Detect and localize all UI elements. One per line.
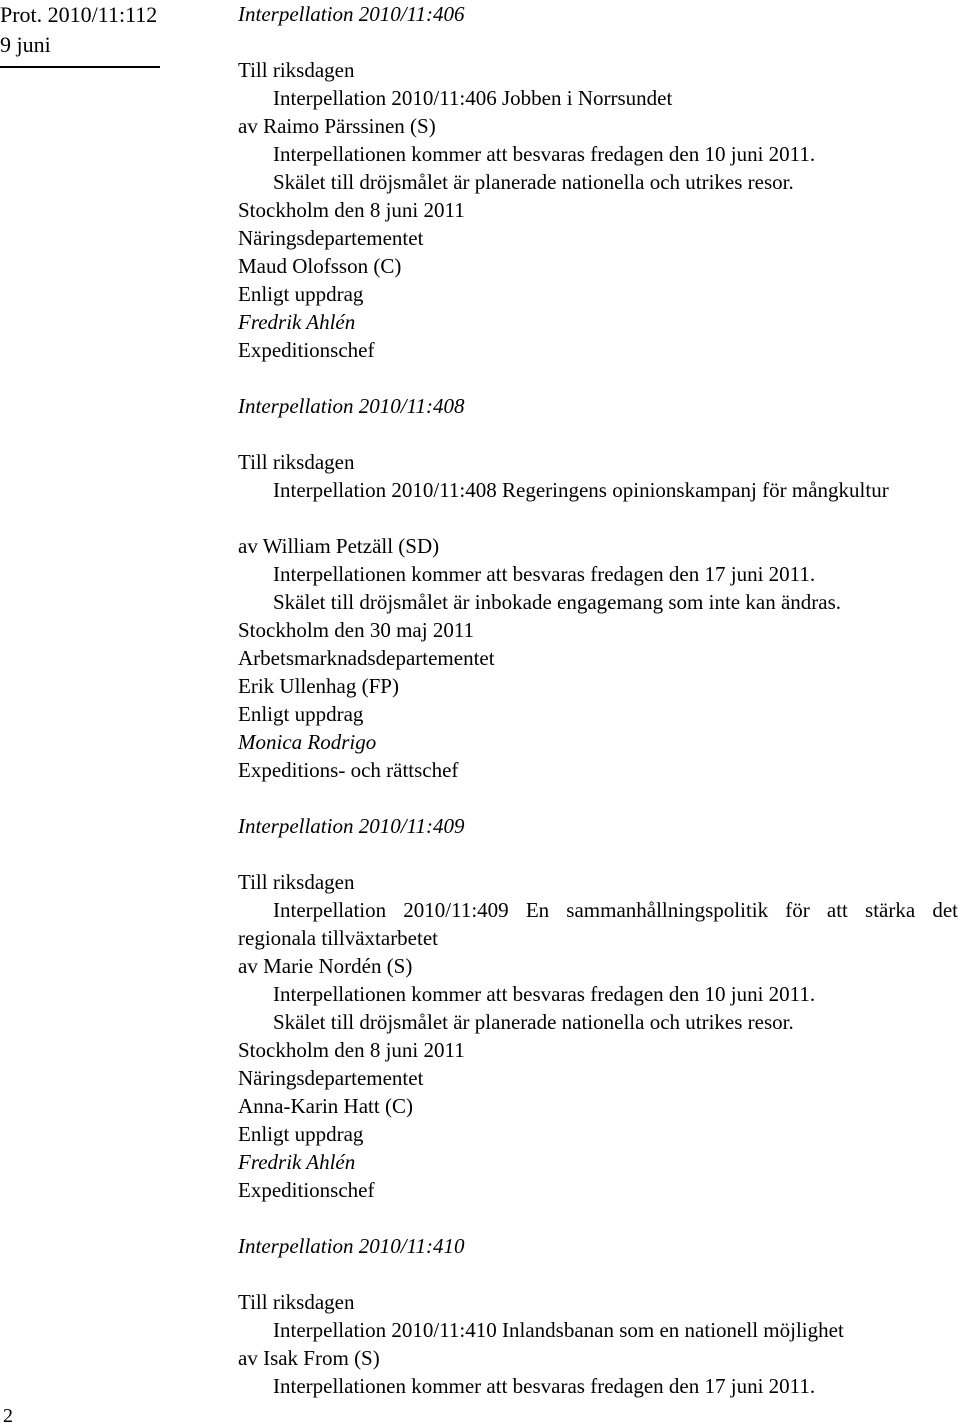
header-rule [0,66,160,68]
interpellation-heading: Interpellation 2010/11:409 [238,814,465,838]
delay-reason: Skälet till dröjsmålet är planerade nationella och utrikes resor. [273,170,794,194]
interpellation-title: Interpellation 2010/11:409 En sammanhållningspolitik för att stärka det regionala tillväxtarbetet [238,898,958,950]
interpellation-author: av William Petzäll (SD) [238,534,440,558]
place-date: Stockholm den 8 juni 2011 [238,198,465,222]
signatory-title: Expeditions- och rättschef [238,758,459,782]
interpellation-heading: Interpellation 2010/11:410 [238,1234,465,1258]
department: Näringsdepartementet [238,1066,424,1090]
interpellation-heading: Interpellation 2010/11:406 [238,2,465,26]
page-number: 2 [3,1405,13,1427]
interpellation-author: av Raimo Pärssinen (S) [238,114,436,138]
place-date: Stockholm den 8 juni 2011 [238,1038,465,1062]
protocol-date: 9 juni [0,32,51,57]
answer-date: Interpellationen kommer att besvaras fredagen den 10 juni 2011. [273,142,816,166]
addressee: Till riksdagen [238,870,355,894]
addressee: Till riksdagen [238,450,355,474]
delay-reason: Skälet till dröjsmålet är planerade nationella och utrikes resor. [273,1010,794,1034]
protocol-number: Prot. 2010/11:112 [0,2,158,27]
interpellation-406 [238,0,958,364]
answer-date: Interpellationen kommer att besvaras fredagen den 10 juni 2011. [273,982,816,1006]
signatory: Fredrik Ahlén [238,310,356,334]
interpellation-title: Interpellation 2010/11:406 Jobben i Norrsundet [273,86,673,110]
document-body [238,0,958,1400]
minister: Erik Ullenhag (FP) [238,674,399,698]
signatory-title: Expeditionschef [238,338,375,362]
minister: Anna-Karin Hatt (C) [238,1094,413,1118]
interpellation-410 [238,1232,958,1400]
interpellation-title: Interpellation 2010/11:408 Regeringens opinionskampanj för mångkultur [273,478,889,502]
department: Arbetsmarknadsdepartementet [238,646,495,670]
addressee: Till riksdagen [238,58,355,82]
mandate: Enligt uppdrag [238,702,364,726]
addressee: Till riksdagen [238,1290,355,1314]
place-date: Stockholm den 30 maj 2011 [238,618,475,642]
signatory: Monica Rodrigo [238,730,377,754]
answer-date: Interpellationen kommer att besvaras fredagen den 17 juni 2011. [273,562,816,586]
signatory-title: Expeditionschef [238,1178,375,1202]
department: Näringsdepartementet [238,226,424,250]
mandate: Enligt uppdrag [238,282,364,306]
minister: Maud Olofsson (C) [238,254,402,278]
interpellation-author: av Marie Nordén (S) [238,954,413,978]
answer-date: Interpellationen kommer att besvaras fredagen den 17 juni 2011. [273,1374,816,1398]
mandate: Enligt uppdrag [238,1122,364,1146]
interpellation-author: av Isak From (S) [238,1346,380,1370]
delay-reason: Skälet till dröjsmålet är inbokade engagemang som inte kan ändras. [273,590,842,614]
margin-header [0,0,225,60]
interpellation-409 [238,812,958,1204]
interpellation-title: Interpellation 2010/11:410 Inlandsbanan som en nationell möjlighet [273,1318,844,1342]
signatory: Fredrik Ahlén [238,1150,356,1174]
interpellation-408 [238,392,958,784]
interpellation-heading: Interpellation 2010/11:408 [238,394,465,418]
